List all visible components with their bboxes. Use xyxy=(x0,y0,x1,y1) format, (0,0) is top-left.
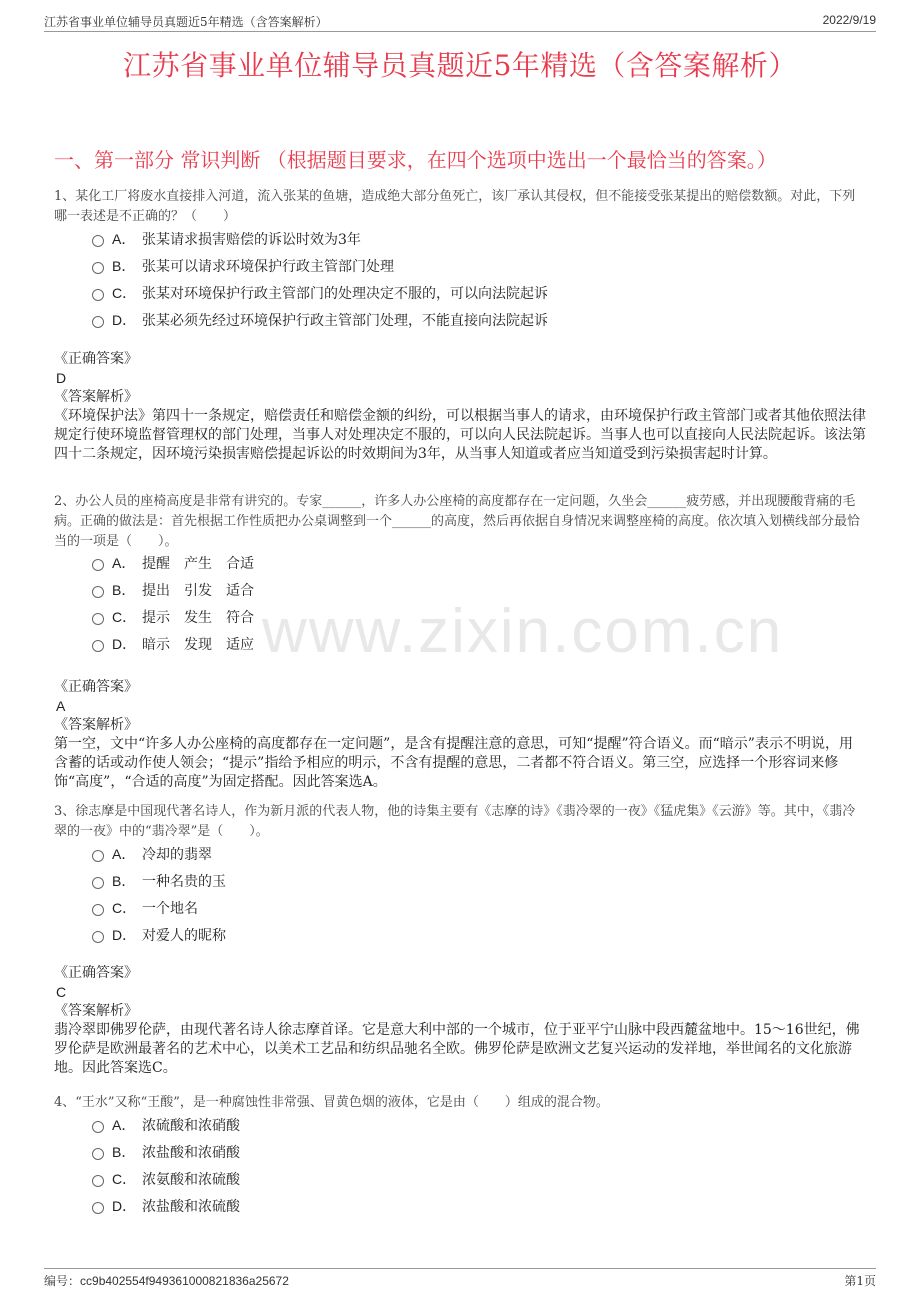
answer-value: A xyxy=(56,698,66,714)
footer-doc-code xyxy=(44,1272,289,1289)
option-text: 一种名贵的玉 xyxy=(142,873,226,890)
option-list xyxy=(92,1111,240,1219)
option-c[interactable] xyxy=(92,603,254,630)
analysis-label: 《答案解析》 xyxy=(54,389,138,405)
option-letter: C． xyxy=(112,608,137,625)
radio-button[interactable] xyxy=(92,235,104,247)
analysis-text: 第一空，文中“许多人办公座椅的高度都存在一定问题”，是含有提醒注意的意思，可知“提醒”符合语义。而“暗示”表示不明说，用含蓄的话或动作使人领会；“提示”指给予相应的明示，不含有提醒的意思，二者都不符合语义。第三空，应选择一个形容词来修饰“高度”，“合适的高度”为固定搭配。因此答案选A。 xyxy=(54,736,853,790)
option-list xyxy=(92,225,548,333)
option-letter: B． xyxy=(112,257,136,274)
option-c[interactable] xyxy=(92,1165,240,1192)
radio-button[interactable] xyxy=(92,877,104,889)
option-text: 张某对环境保护行政主管部门的处理决定不服的，可以向法院起诉 xyxy=(142,285,548,302)
option-list xyxy=(92,549,254,657)
option-text: 张某可以请求环境保护行政主管部门处理 xyxy=(142,258,394,275)
question-stem: 2、办公人员的座椅高度是非常有讲究的。专家______，许多人办公座椅的高度都存在一定问题，久坐会______疲劳感，并出现腰酸背痛的毛病。正确的做法是：首先根据工作性质把办公桌调整到一个______的高度，然后再依据自身情况来调整座椅的高度。依次填入划横线部分最恰当的一项是（ ）。 xyxy=(54,494,861,549)
page-number: 第1页 xyxy=(844,1274,876,1288)
option-letter: B． xyxy=(112,1143,136,1160)
header-doc-title: 江苏省事业单位辅导员真题近5年精选（含答案解析） xyxy=(44,15,328,29)
footer-divider xyxy=(44,1268,876,1269)
analysis-text: 翡冷翠即佛罗伦萨，由现代著名诗人徐志摩首译。它是意大利中部的一个城市，位于亚平宁山脉中段西麓盆地中。15～16世纪，佛罗伦萨是欧洲最著名的艺术中心，以美术工艺品和纺织品驰名全欧。佛罗伦萨是欧洲文艺复兴运动的发祥地，举世闻名的文化旅游地。因此答案选C。 xyxy=(54,1022,860,1076)
radio-button[interactable] xyxy=(92,1148,104,1160)
section-heading: 一、第一部分 常识判断 （根据题目要求，在四个选项中选出一个最恰当的答案。） xyxy=(54,148,777,172)
option-text: 张某必须先经过环境保护行政主管部门处理，不能直接向法院起诉 xyxy=(142,312,548,329)
option-list xyxy=(92,840,226,948)
option-letter: D． xyxy=(112,1197,137,1214)
radio-button[interactable] xyxy=(92,316,104,328)
analysis-label: 《答案解析》 xyxy=(54,1003,138,1019)
option-letter: C． xyxy=(112,284,137,301)
answer-block xyxy=(54,350,866,464)
option-text: 冷却的翡翠 xyxy=(142,846,212,863)
answer-block xyxy=(54,964,866,1078)
analysis-label: 《答案解析》 xyxy=(54,717,138,733)
option-b[interactable] xyxy=(92,576,254,603)
answer-label: 《正确答案》 xyxy=(54,679,138,695)
option-text: 浓硫酸和浓硝酸 xyxy=(142,1117,240,1134)
radio-button[interactable] xyxy=(92,640,104,652)
option-text: 提醒 产生 合适 xyxy=(142,555,254,572)
option-text: 浓盐酸和浓硫酸 xyxy=(142,1198,240,1215)
option-text: 对爱人的昵称 xyxy=(142,927,226,944)
option-letter: B． xyxy=(112,581,136,598)
question-stem: 3、徐志摩是中国现代著名诗人，作为新月派的代表人物，他的诗集主要有《志摩的诗》《翡冷翠的一夜》《猛虎集》《云游》等。其中，《翡冷翠的一夜》中的“翡冷翠”是（ ）。 xyxy=(54,804,856,839)
radio-button[interactable] xyxy=(92,586,104,598)
answer-block xyxy=(54,678,866,792)
answer-value: D xyxy=(56,370,67,386)
option-d[interactable] xyxy=(92,630,254,657)
option-letter: A． xyxy=(112,1116,136,1133)
option-a[interactable] xyxy=(92,225,548,252)
option-text: 暗示 发现 适应 xyxy=(142,636,254,653)
radio-button[interactable] xyxy=(92,613,104,625)
option-d[interactable] xyxy=(92,1192,240,1219)
option-text: 浓盐酸和浓硝酸 xyxy=(142,1144,240,1161)
option-b[interactable] xyxy=(92,252,548,279)
option-d[interactable] xyxy=(92,306,548,333)
header-divider xyxy=(44,31,876,32)
question-stem: 1、某化工厂将废水直接排入河道，流入张某的鱼塘，造成绝大部分鱼死亡，该厂承认其侵权，但不能接受张某提出的赔偿数额。对此，下列哪一表述是不正确的？（ ） xyxy=(54,189,856,224)
option-text: 张某请求损害赔偿的诉讼时效为3年 xyxy=(142,231,361,248)
doc-code-label: 编号： xyxy=(44,1274,81,1288)
option-c[interactable] xyxy=(92,894,226,921)
option-a[interactable] xyxy=(92,549,254,576)
option-c[interactable] xyxy=(92,279,548,306)
option-d[interactable] xyxy=(92,921,226,948)
answer-label: 《正确答案》 xyxy=(54,351,138,367)
radio-button[interactable] xyxy=(92,1202,104,1214)
option-b[interactable] xyxy=(92,867,226,894)
option-a[interactable] xyxy=(92,840,226,867)
option-text: 一个地名 xyxy=(142,900,198,917)
radio-button[interactable] xyxy=(92,931,104,943)
option-letter: D． xyxy=(112,635,137,652)
radio-button[interactable] xyxy=(92,559,104,571)
question-stem: 4、“王水”又称“王酸”，是一种腐蚀性非常强、冒黄色烟的液体，它是由（ ）组成的混合物。 xyxy=(54,1095,609,1110)
radio-button[interactable] xyxy=(92,262,104,274)
page-title: 江苏省事业单位辅导员真题近5年精选（含答案解析） xyxy=(123,49,797,82)
radio-button[interactable] xyxy=(92,289,104,301)
radio-button[interactable] xyxy=(92,1175,104,1187)
option-letter: D． xyxy=(112,311,137,328)
option-a[interactable] xyxy=(92,1111,240,1138)
option-b[interactable] xyxy=(92,1138,240,1165)
radio-button[interactable] xyxy=(92,850,104,862)
radio-button[interactable] xyxy=(92,904,104,916)
option-letter: A． xyxy=(112,554,136,571)
analysis-text: 《环境保护法》第四十一条规定，赔偿责任和赔偿金额的纠纷，可以根据当事人的请求，由环境保护行政主管部门或者其他依照法律规定行使环境监督管理权的部门处理，当事人对处理决定不服的，可以向人民法院起诉。当事人也可以直接向人民法院起诉。该法第四十二条规定，因环境污染损害赔偿提起诉讼的时效期间为3年，从当事人知道或者应当知道受到污染损害起时计算。 xyxy=(54,408,866,462)
option-letter: D． xyxy=(112,926,137,943)
option-text: 浓氨酸和浓硫酸 xyxy=(142,1171,240,1188)
option-text: 提出 引发 适合 xyxy=(142,582,254,599)
option-letter: C． xyxy=(112,1170,137,1187)
option-letter: B． xyxy=(112,872,136,889)
option-letter: A． xyxy=(112,230,136,247)
option-letter: C． xyxy=(112,899,137,916)
header-date: 2022/9/19 xyxy=(822,13,876,27)
answer-label: 《正确答案》 xyxy=(54,965,138,981)
answer-value: C xyxy=(56,984,67,1000)
watermark: www.zixin.com.cn xyxy=(262,597,784,666)
radio-button[interactable] xyxy=(92,1121,104,1133)
option-text: 提示 发生 符合 xyxy=(142,609,254,626)
option-letter: A． xyxy=(112,845,136,862)
doc-code-value: cc9b402554f949361000821836a25672 xyxy=(80,1274,289,1288)
